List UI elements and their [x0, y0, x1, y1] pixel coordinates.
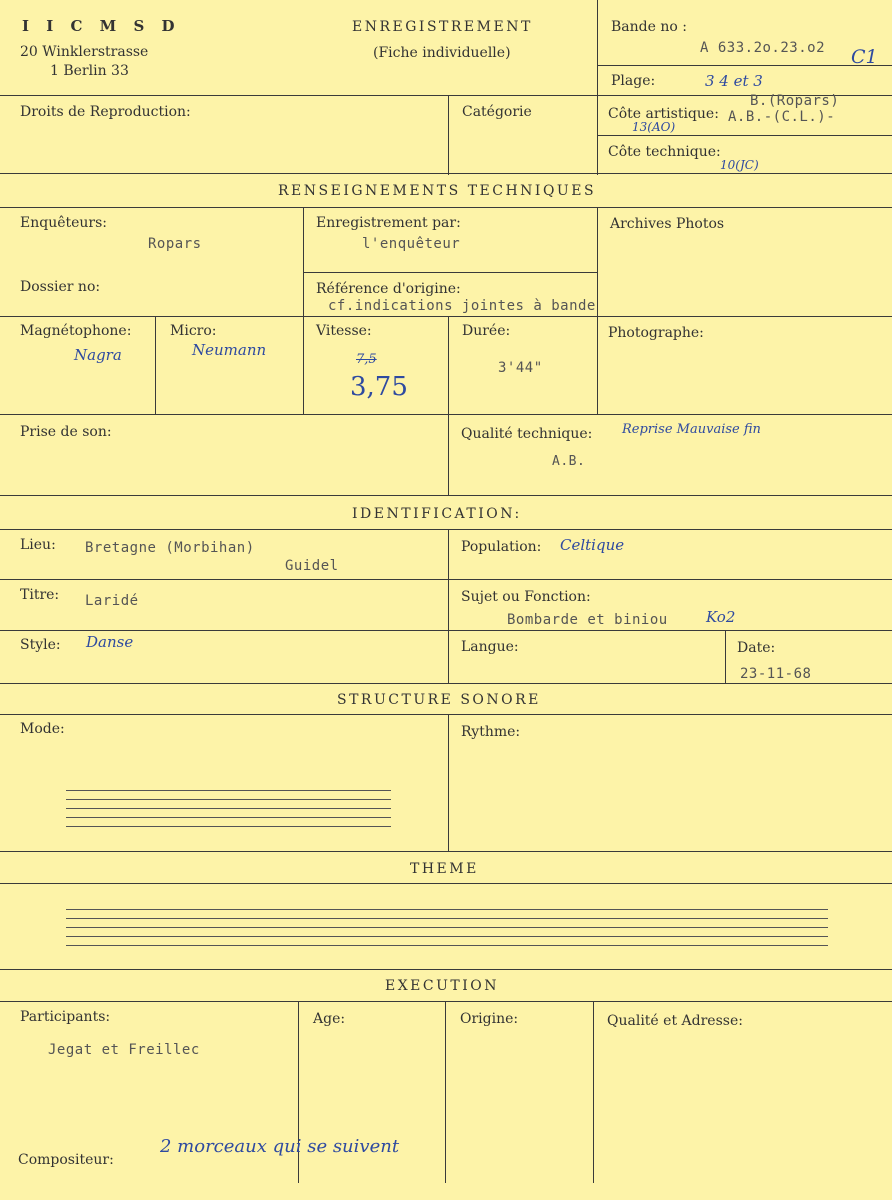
bande-value: A 633.2o.23.o2	[700, 40, 826, 56]
divider	[0, 883, 892, 884]
form-title: ENREGISTREMENT	[352, 19, 533, 35]
divider	[0, 683, 892, 684]
lieu-label: Lieu:	[20, 537, 56, 553]
divider	[597, 135, 892, 136]
mode-label: Mode:	[20, 721, 65, 737]
categorie-label: Catégorie	[462, 104, 532, 120]
staff-line	[66, 817, 391, 818]
micro-label: Micro:	[170, 323, 217, 339]
org-logo: I I C M S D	[22, 17, 181, 35]
sujet-label: Sujet ou Fonction:	[461, 589, 591, 605]
qualite-technique-value: A.B.	[552, 454, 586, 469]
staff-line	[66, 808, 391, 809]
address-line-1: 20 Winklerstrasse	[20, 44, 149, 60]
divider	[0, 851, 892, 852]
date-label: Date:	[737, 640, 776, 656]
divider	[155, 316, 156, 415]
staff-line	[66, 945, 828, 946]
section-renseignements: RENSEIGNEMENTS TECHNIQUES	[278, 183, 597, 199]
vitesse-struck: 7,5	[356, 352, 377, 367]
section-execution: EXECUTION	[385, 978, 500, 994]
qualite-technique-label: Qualité technique:	[461, 426, 593, 442]
origine-label: Origine:	[460, 1011, 519, 1027]
archives-photos-label: Archives Photos	[610, 216, 725, 232]
staff-line	[66, 790, 391, 791]
age-label: Age:	[313, 1011, 346, 1027]
enregistrement-par-label: Enregistrement par:	[316, 215, 461, 231]
compositeur-handwritten: 2 morceaux qui se suivent	[160, 1136, 400, 1157]
divider	[0, 495, 892, 496]
enqueteurs-label: Enquêteurs:	[20, 215, 108, 231]
address-line-2: 1 Berlin 33	[50, 63, 129, 79]
langue-label: Langue:	[461, 639, 519, 655]
droits-label: Droits de Reproduction:	[20, 104, 191, 120]
staff-line	[66, 918, 828, 919]
dossier-label: Dossier no:	[20, 279, 101, 295]
divider	[448, 714, 449, 852]
divider	[448, 95, 449, 175]
participants-label: Participants:	[20, 1009, 111, 1025]
divider	[0, 630, 892, 631]
section-structure: STRUCTURE SONORE	[337, 692, 541, 708]
staff-line	[66, 799, 391, 800]
divider	[303, 316, 304, 415]
divider	[0, 529, 892, 530]
staff-line	[66, 927, 828, 928]
reference-label: Référence d'origine:	[316, 281, 461, 297]
plage-handwritten: 3 4 et 3	[705, 72, 763, 90]
cote-artistique-handwritten: 13(AO)	[632, 120, 676, 134]
titre-value: Laridé	[85, 593, 139, 609]
divider	[445, 1001, 446, 1183]
form-subtitle: (Fiche individuelle)	[373, 45, 511, 61]
divider	[0, 714, 892, 715]
rythme-label: Rythme:	[461, 724, 521, 740]
cote-technique-label: Côte technique:	[608, 144, 721, 160]
duree-value: 3'44"	[498, 360, 543, 376]
sujet-value: Bombarde et biniou	[507, 612, 668, 628]
date-value: 23-11-68	[740, 666, 812, 682]
titre-label: Titre:	[20, 587, 60, 603]
staff-line	[66, 909, 828, 910]
lieu-value-2: Guidel	[285, 558, 339, 574]
divider	[597, 65, 892, 66]
cote-artistique-value-2: A.B.-(C.L.)-	[728, 109, 836, 125]
population-handwritten: Celtique	[560, 536, 625, 554]
divider	[448, 529, 449, 684]
divider	[597, 207, 598, 415]
divider	[0, 1001, 892, 1002]
vitesse-label: Vitesse:	[316, 323, 372, 339]
population-label: Population:	[461, 539, 542, 555]
style-label: Style:	[20, 637, 61, 653]
divider	[448, 316, 449, 496]
participants-value: Jegat et Freillec	[48, 1042, 200, 1058]
enregistrement-par-value: l'enquêteur	[362, 236, 461, 252]
prise-de-son-label: Prise de son:	[20, 424, 112, 440]
reference-value: cf.indications jointes à bande	[328, 298, 596, 314]
bande-label: Bande no :	[611, 19, 687, 35]
divider	[0, 579, 892, 580]
bande-handwritten: C1	[851, 46, 878, 68]
lieu-value-1: Bretagne (Morbihan)	[85, 540, 255, 556]
divider	[303, 207, 304, 317]
duree-label: Durée:	[462, 323, 511, 339]
staff-line	[66, 936, 828, 937]
magnetophone-handwritten: Nagra	[74, 346, 122, 364]
divider	[593, 1001, 594, 1183]
divider	[0, 173, 892, 174]
micro-handwritten: Neumann	[192, 341, 267, 359]
divider	[0, 207, 892, 208]
divider	[0, 316, 892, 317]
divider	[725, 630, 726, 684]
divider	[0, 414, 892, 415]
magnetophone-label: Magnétophone:	[20, 323, 132, 339]
enqueteurs-value: Ropars	[148, 236, 202, 252]
plage-label: Plage:	[611, 73, 656, 89]
sujet-handwritten: Ko2	[706, 608, 736, 626]
divider	[303, 272, 597, 273]
divider	[0, 969, 892, 970]
photographe-label: Photographe:	[608, 325, 704, 341]
compositeur-label: Compositeur:	[18, 1152, 114, 1168]
section-theme: THEME	[410, 861, 479, 877]
cote-technique-handwritten: 10(JC)	[720, 158, 759, 172]
cote-artistique-label: Côte artistique:	[608, 106, 719, 122]
qualite-adresse-label: Qualité et Adresse:	[607, 1013, 743, 1029]
cote-artistique-value-1: B.(Ropars)	[750, 93, 840, 109]
divider	[597, 0, 598, 175]
style-handwritten: Danse	[86, 633, 134, 651]
staff-line	[66, 826, 391, 827]
qualite-technique-handwritten: Reprise Mauvaise fin	[622, 422, 761, 437]
section-identification: IDENTIFICATION:	[352, 506, 522, 522]
vitesse-handwritten: 3,75	[350, 372, 408, 402]
